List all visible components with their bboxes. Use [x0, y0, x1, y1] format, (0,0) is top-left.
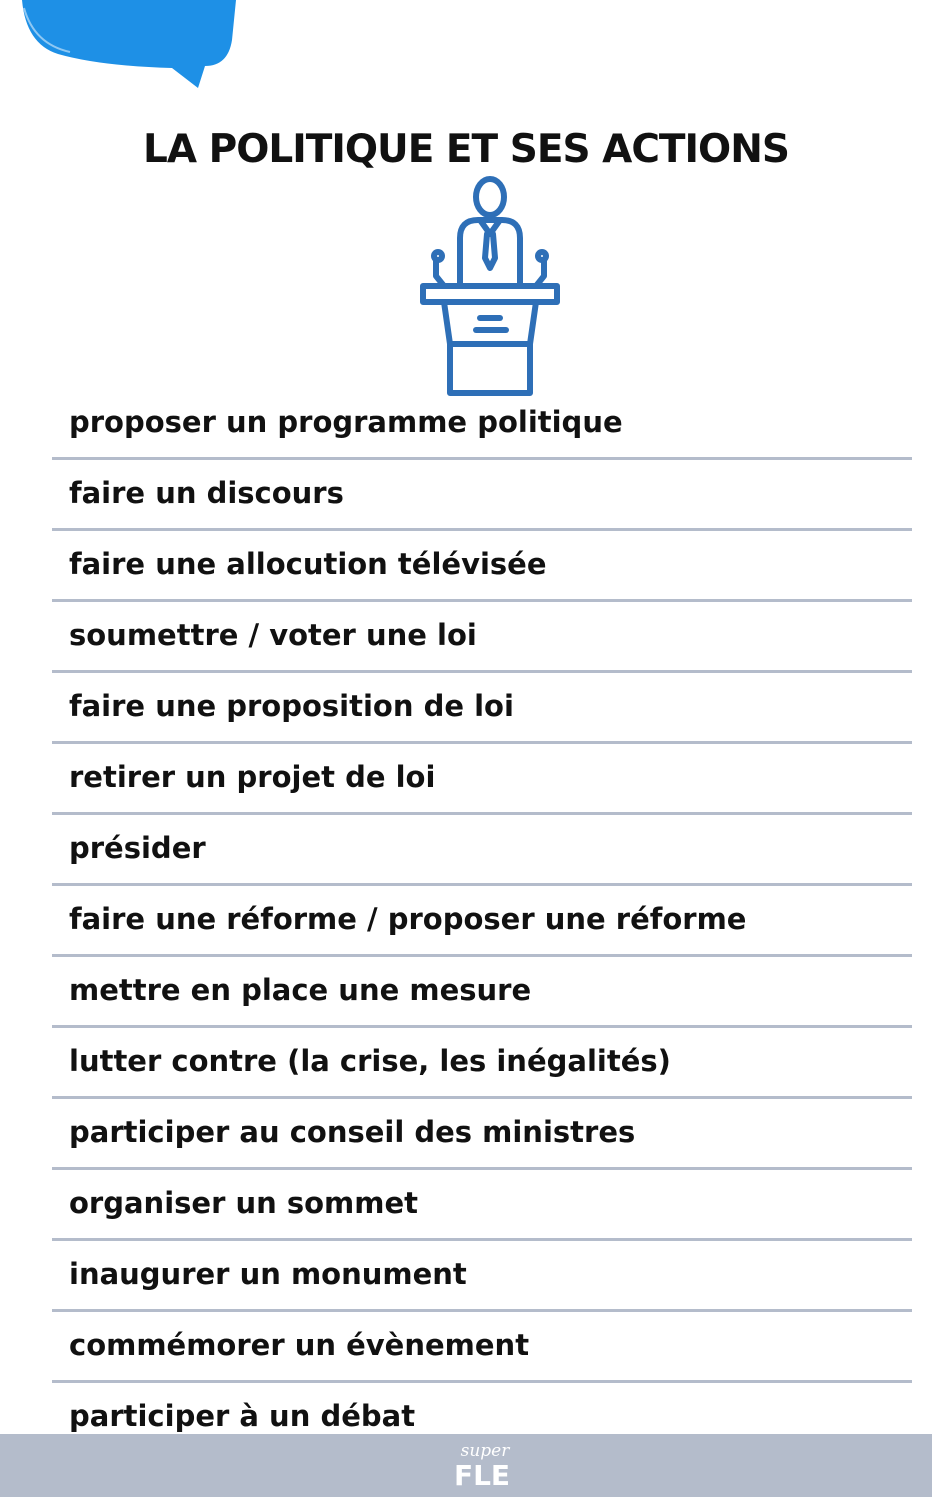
list-item: faire une réforme / proposer une réforme	[52, 886, 912, 957]
list-item: organiser un sommet	[52, 1170, 912, 1241]
list-item: inaugurer un monument	[52, 1241, 912, 1312]
list-item: faire une allocution télévisée	[52, 531, 912, 602]
svg-text:FLE: FLE	[453, 1459, 511, 1492]
actions-list	[52, 389, 912, 1451]
list-item: soumettre / voter une loi	[52, 602, 912, 673]
page-title: LA POLITIQUE ET SES ACTIONS	[143, 127, 789, 172]
list-item: faire une proposition de loi	[52, 673, 912, 744]
list-item: mettre en place une mesure	[52, 957, 912, 1028]
list-item: retirer un projet de loi	[52, 744, 912, 815]
super-fle-logo	[440, 1434, 530, 1497]
list-item: proposer un programme politique	[52, 389, 912, 460]
list-item: faire un discours	[52, 460, 912, 531]
speech-bubble-icon	[0, 0, 250, 95]
footer-bar	[0, 1434, 932, 1497]
list-item: participer à un débat	[69, 1399, 416, 1433]
svg-text:super: super	[460, 1441, 510, 1461]
list-item: commémorer un évènement	[52, 1312, 912, 1383]
politician-podium-icon	[418, 176, 562, 398]
list-item: participer au conseil des ministres	[52, 1099, 912, 1170]
list-item: lutter contre (la crise, les inégalités)	[52, 1028, 912, 1099]
list-item: présider	[52, 815, 912, 886]
